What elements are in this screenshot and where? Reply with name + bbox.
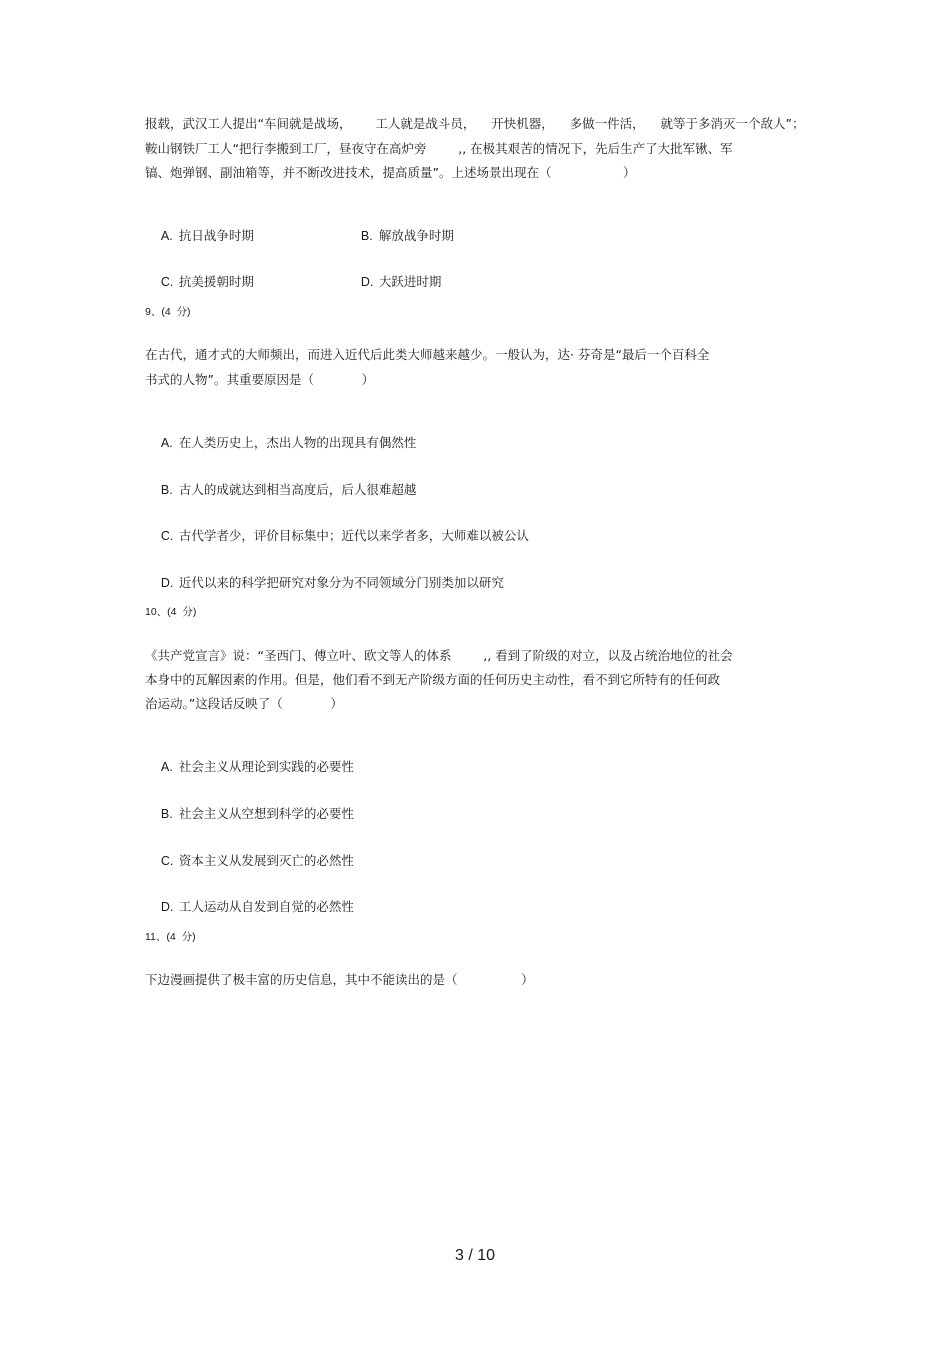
option-letter: D. xyxy=(160,576,174,590)
q10-stem-line-2: 本身中的瓦解因素的作用。但是，他们看不到无产阶级方面的任何历史主动性，看不到它所特有的任何政 xyxy=(145,672,721,687)
option-letter: C. xyxy=(160,529,174,543)
q10-stem-line-3: 治运动。”这段话反映了（ ） xyxy=(145,696,343,711)
option-text: 在人类历史上，杰出人物的出现具有偶然性 xyxy=(178,435,417,450)
option-letter: A. xyxy=(160,760,173,774)
option-text: 古代学者少，评价目标集中；近代以来学者多，大师难以被公认 xyxy=(178,528,529,543)
q10-option-d xyxy=(145,883,354,931)
q9-stem-line-1: 在古代，通才式的大师频出，而进入近代后此类大师越来越少。一般认为，达· 芬奇是“最后一个百科全 xyxy=(145,347,710,362)
option-letter: D. xyxy=(360,275,374,289)
option-letter: B. xyxy=(160,483,173,497)
option-letter: A. xyxy=(160,436,173,450)
option-text: 解放战争时期 xyxy=(378,228,454,243)
option-letter: A. xyxy=(160,229,173,243)
q9-option-d xyxy=(145,559,504,607)
option-letter: B. xyxy=(360,229,373,243)
q11-stem-line-1: 下边漫画提供了极丰富的历史信息，其中不能读出的是（ ） xyxy=(145,972,534,987)
q10-number: 10、(4 分) xyxy=(145,606,197,618)
q8-stem-line-3: 镐、炮弹钢、副油箱等，并不断改进技术，提高质量”。上述场景出现在（ ） xyxy=(145,165,636,180)
q8-option-b xyxy=(345,212,454,260)
q8-option-a xyxy=(145,212,254,260)
option-text: 抗美援朝时期 xyxy=(178,274,254,289)
option-letter: C. xyxy=(160,275,174,289)
q9-number: 9、(4 分) xyxy=(145,306,191,318)
q10-option-b xyxy=(145,790,354,838)
option-text: 工人运动从自发到自觉的必然性 xyxy=(178,899,354,914)
q10-option-c xyxy=(145,837,354,885)
q9-option-c xyxy=(145,512,529,560)
q8-option-c xyxy=(145,258,254,306)
option-text: 近代以来的科学把研究对象分为不同领域分门别类加以研究 xyxy=(178,575,504,590)
q11-number: 11、(4 分) xyxy=(145,931,196,943)
option-text: 古人的成就达到相当高度后，后人很难超越 xyxy=(178,482,417,497)
option-text: 资本主义从发展到灭亡的必然性 xyxy=(178,853,354,868)
page-number: 3 / 10 xyxy=(454,1247,496,1264)
option-text: 大跃进时期 xyxy=(378,274,442,289)
q8-option-d xyxy=(345,258,441,306)
option-letter: D. xyxy=(160,900,174,914)
option-text: 社会主义从空想到科学的必要性 xyxy=(178,806,354,821)
q8-stem-line-2: 鞍山钢铁厂工人“把行李搬到工厂，昼夜守在高炉旁 ,, 在极其艰苦的情况下，先后生产了大批军锹、军 xyxy=(145,141,733,156)
q9-option-b xyxy=(145,466,416,514)
q8-stem-line-1: 报载，武汉工人提出“车间就是战场， 工人就是战斗员， 开快机器， 多做一件活， 就等于多消灭一个敌人”； xyxy=(145,116,805,131)
q10-option-a xyxy=(145,743,354,791)
option-text: 社会主义从理论到实践的必要性 xyxy=(178,759,354,774)
q9-option-a xyxy=(145,419,416,467)
option-letter: B. xyxy=(160,807,173,821)
q10-stem-line-1: 《共产党宣言》说：“圣西门、傅立叶、欧文等人的体系 ,, 看到了阶级的对立，以及占统治地位的社会 xyxy=(145,648,733,663)
option-letter: C. xyxy=(160,854,174,868)
q9-stem-line-2: 书式的人物”。其重要原因是（ ） xyxy=(145,372,375,387)
option-text: 抗日战争时期 xyxy=(178,228,254,243)
